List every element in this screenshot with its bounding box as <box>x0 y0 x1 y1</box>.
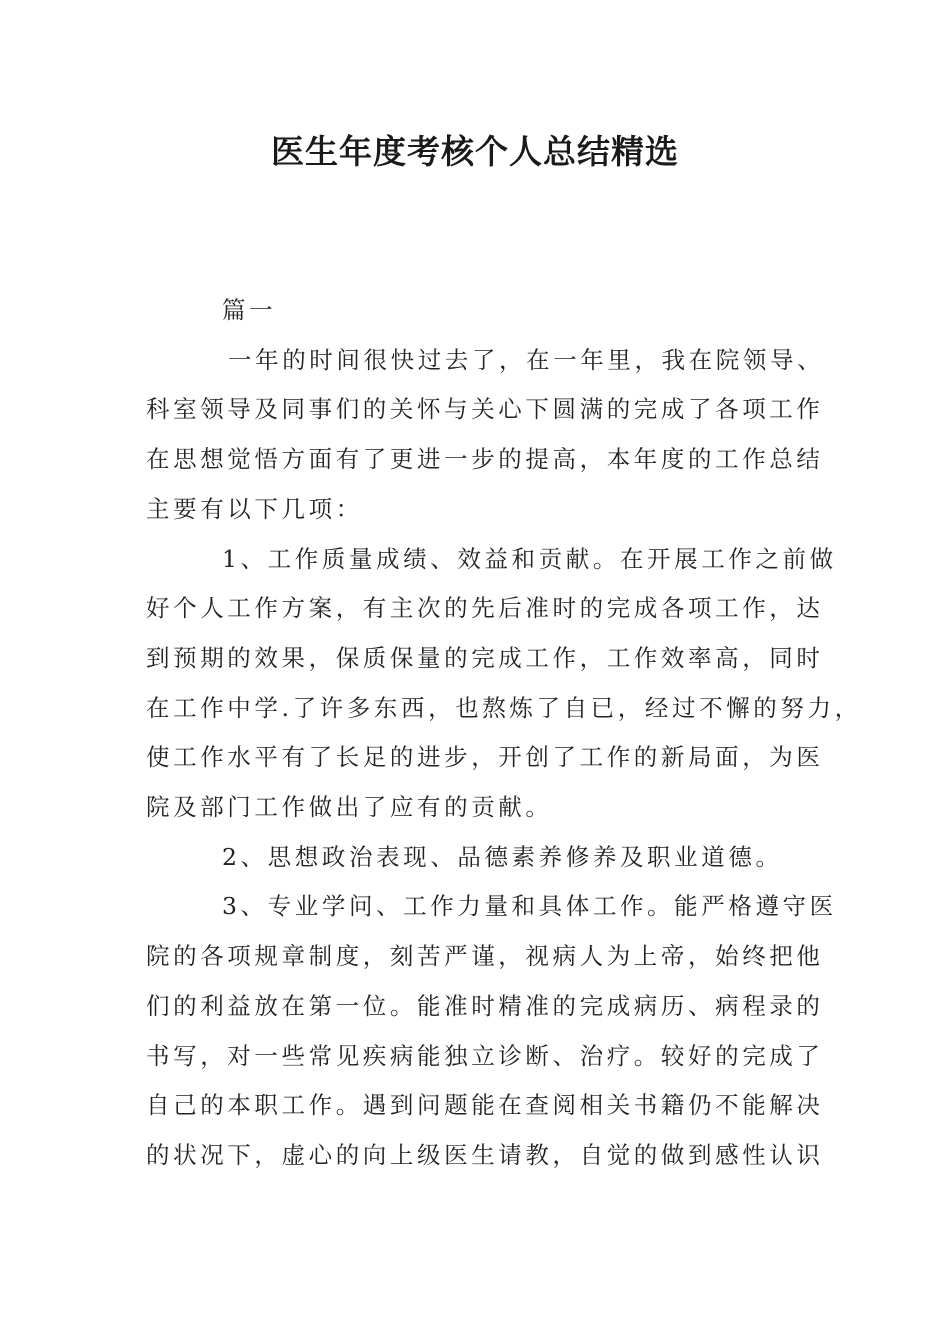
paragraph-1-line-3: 在思想觉悟方面有了更进一步的提高，本年度的工作总结 <box>146 445 824 474</box>
paragraph-3-line-1: 2、思想政治表现、品德素养修养及职业道德。 <box>222 842 783 871</box>
paragraph-2-line-2: 好个人工作方案，有主次的先后准时的完成各项工作，达 <box>146 594 824 623</box>
document-title: 医生年度考核个人总结精选 <box>271 132 679 171</box>
paragraph-1-line-4: 主要有以下几项： <box>146 494 363 523</box>
paragraph-2-line-6: 院及部门工作做出了应有的贡献。 <box>146 793 553 822</box>
section-label: 篇一 <box>222 296 277 324</box>
paragraph-1-line-1: 一年的时间很快过去了，在一年里，我在院领导、 <box>228 345 825 374</box>
paragraph-2-line-4: 在工作中学.了许多东西，也熬炼了自已，经过不懈的努力， <box>146 693 862 722</box>
paragraph-1-line-2: 科室领导及同事们的关怀与关心下圆满的完成了各项工作 <box>146 395 824 424</box>
paragraph-4-line-1: 3、专业学问、工作力量和具体工作。能严格遵守医 <box>222 892 837 921</box>
paragraph-4-line-2: 院的各项规章制度，刻苦严谨，视病人为上帝，始终把他 <box>146 942 824 971</box>
paragraph-4-line-3: 们的利益放在第一位。能准时精准的完成病历、病程录的 <box>146 991 824 1020</box>
paragraph-4-line-5: 自己的本职工作。遇到问题能在查阅相关书籍仍不能解决 <box>146 1091 824 1120</box>
paragraph-2-line-5: 使工作水平有了长足的进步，开创了工作的新局面，为医 <box>146 743 824 772</box>
paragraph-4-line-4: 书写，对一些常见疾病能独立诊断、治疗。较好的完成了 <box>146 1041 824 1070</box>
paragraph-2-line-1: 1、工作质量成绩、效益和贡献。在开展工作之前做 <box>222 544 837 573</box>
paragraph-2-line-3: 到预期的效果，保质保量的完成工作，工作效率高，同时 <box>146 643 824 672</box>
paragraph-4-line-6: 的状况下，虚心的向上级医生请教，自觉的做到感性认识 <box>146 1140 824 1169</box>
document-body <box>146 286 862 1181</box>
